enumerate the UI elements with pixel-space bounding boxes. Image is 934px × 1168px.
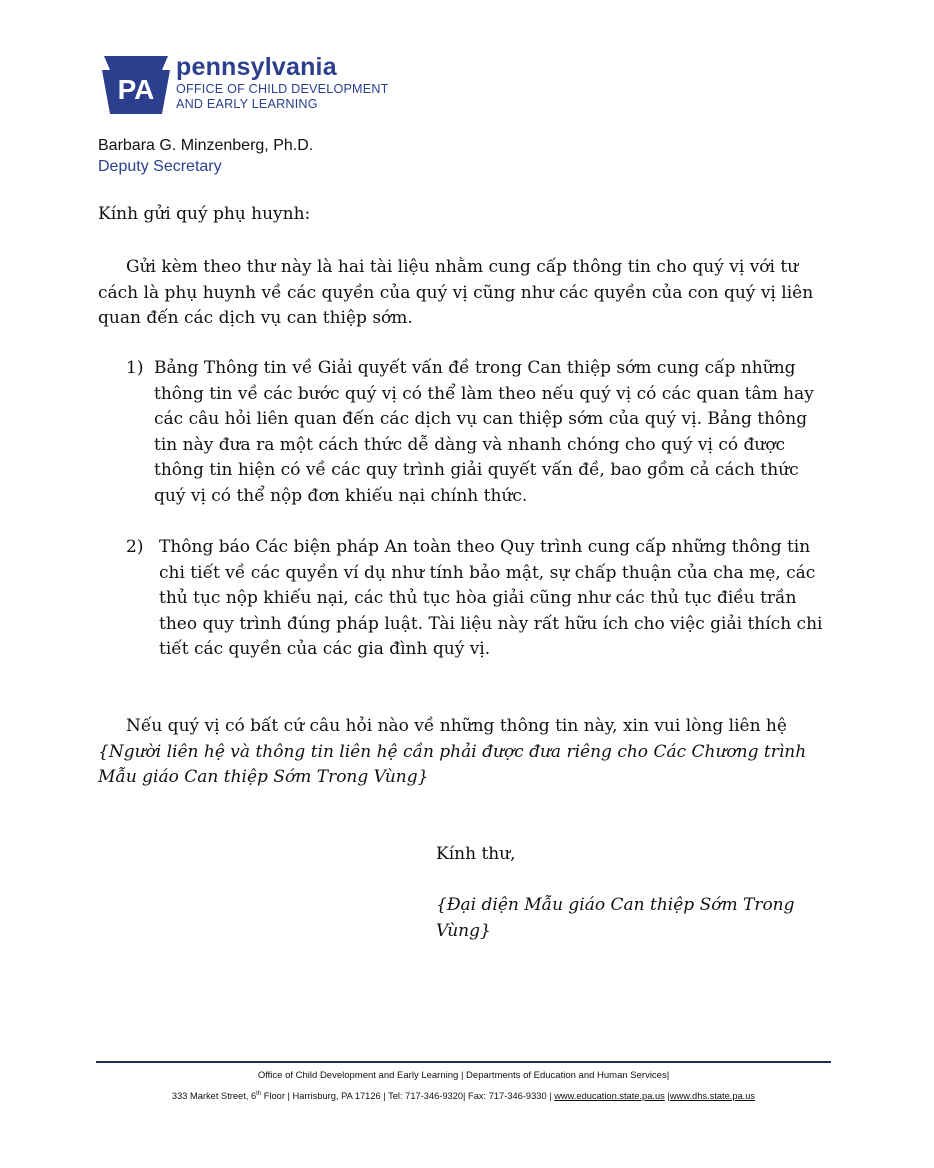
intro-paragraph: Gửi kèm theo thư này là hai tài liệu nhằm cung cấp thông tin cho quý vị với tư cách là phụ huynh về các quyền của quý vị cũng như các quyền của con quý vị liên quan đến các dịch vụ can thiệp sớm. [98, 257, 814, 328]
sender-block [98, 135, 313, 177]
footer-line2 [96, 1091, 831, 1101]
pa-ocdel-logo [100, 52, 400, 122]
footer-address-end: Floor | Harrisburg, PA 17126 | Tel: 717-346-9320| Fax: 717-346-9330 | [261, 1091, 555, 1102]
education-link[interactable]: www.education.state.pa.us [554, 1091, 665, 1102]
contact-lead: Nếu quý vị có bất cứ câu hỏi nào về những thông tin này, xin vui lòng liên hệ [126, 716, 787, 736]
list-item-text: Bảng Thông tin về Giải quyết vấn đề trong Can thiệp sớm cung cấp những thông tin về các bước quý vị có thể làm theo nếu quý vị có các quan tâm hay các câu hỏi liên quan đến các dịch vụ can thiệp sớm của quý vị. Bảng thông tin này đưa ra một cách thức dễ dàng và nhanh chóng cho quý vị có được thông tin hiện có về các quy trình giải quyết vấn đề, bao gồm cả cách thức quý vị có thể nộp đơn khiếu nại chính thức. [154, 358, 814, 506]
sender-name: Barbara G. Minzenberg, Ph.D. [98, 137, 314, 154]
logo-name: pennsylvania [176, 53, 337, 81]
contact-paragraph [98, 714, 838, 791]
contact-placeholder: {Người liên hệ và thông tin liên hệ cần phải được đưa riêng cho Các Chương trình Mẫu giáo Can thiệp Sớm Trong Vùng} [98, 741, 807, 787]
list-item-text: Thông báo Các biện pháp An toàn theo Quy trình cung cấp những thông tin chi tiết về các quyền ví dụ như tính bảo mật, sự chấp thuận của cha mẹ, các thủ tục nộp khiếu nại, các thủ tục hòa giải cũng như các thủ tục điều trần theo quy trình đúng pháp luật. Tài liệu này rất hữu ích cho việc giải thích chi tiết các quyền của các gia đình quý vị. [159, 537, 823, 659]
logo-badge-text: PA [117, 74, 155, 105]
closing: Kính thư, [436, 844, 516, 864]
list-item-number: 1) [126, 358, 144, 378]
footer-link-separator: | [664, 1091, 670, 1102]
sender-title: Deputy Secretary [98, 158, 222, 175]
keystone-logo-icon [100, 52, 172, 118]
signature-placeholder: {Đại diện Mẫu giáo Can thiệp Sớm Trong Vùng} [436, 895, 795, 941]
logo-subtitle-line1: OFFICE OF CHILD DEVELOPMENT [176, 82, 389, 96]
footer-address-start: 333 Market Street, 6 [171, 1091, 257, 1102]
list-item-number: 2) [126, 537, 144, 557]
logo-wordmark [176, 52, 389, 112]
logo-subtitle-line2: AND EARLY LEARNING [176, 97, 318, 111]
footer-divider [96, 1061, 831, 1063]
footer-line1: Office of Child Development and Early Learning | Departments of Education and Human Services| [257, 1070, 670, 1081]
footer-ordinal: th [256, 1091, 262, 1097]
dhs-link[interactable]: www.dhs.state.pa.us [669, 1091, 756, 1102]
salutation: Kính gửi quý phụ huynh: [98, 204, 311, 224]
